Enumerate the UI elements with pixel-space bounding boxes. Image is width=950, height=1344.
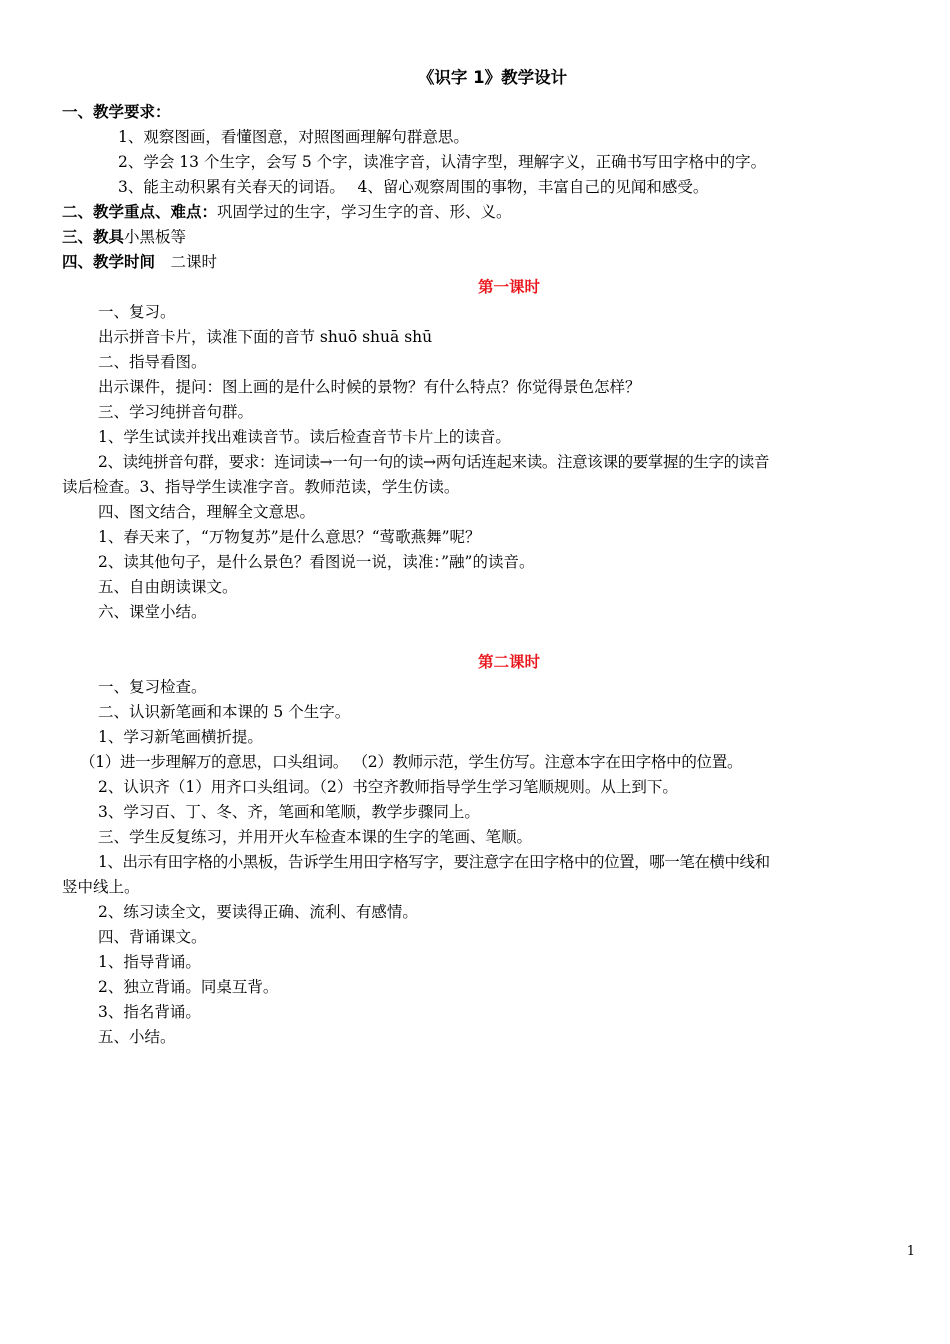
lesson-line: 2、读纯拼音句群，要求：连词读→一句一句的读→两句话连起来读。注意该课的要掌握的生字的读音 — [98, 453, 770, 471]
requirement-item: 3、能主动积累有关春天的词语。 4、留心观察周围的事物，丰富自己的见闻和感受。 — [118, 178, 709, 196]
lesson-line: 一、复习检查。 — [98, 678, 207, 696]
lesson-line: 五、小结。 — [98, 1028, 176, 1046]
lesson-line: 2、独立背诵。同桌互背。 — [98, 978, 279, 996]
lesson-line: 2、读其他句子，是什么景色？看图说一说，读准：”融”的读音。 — [98, 553, 535, 571]
lesson-line: 出示课件，提问：图上画的是什么时候的景物？有什么特点？你觉得景色怎样？ — [98, 378, 641, 396]
lesson-line: （1）进一步理解万的意思，口头组词。 （2）教师示范，学生仿写。注意本字在田字格中的位置。 — [80, 753, 743, 771]
lesson2-heading: 第二课时 — [477, 653, 540, 671]
lesson-line: 1、出示有田字格的小黑板，告诉学生用田字格写字，要注意字在田字格中的位置，哪一笔在横中线和 — [98, 853, 770, 871]
document-title: 《识字 1》教学设计 — [417, 68, 568, 87]
lesson-line: 二、认识新笔画和本课的 5 个生字。 — [98, 703, 351, 721]
section-label: 三、教具 — [62, 228, 125, 246]
lesson-line: 读后检查。3、指导学生读准字音。教师范读，学生仿读。 — [62, 478, 460, 496]
section-key-points — [0, 200, 950, 225]
lesson1-heading: 第一课时 — [477, 278, 540, 296]
page-number: 1 — [906, 1244, 915, 1259]
lesson-line: 3、指名背诵。 — [98, 1003, 201, 1021]
lesson-line: 1、春天来了，“万物复苏”是什么意思？“莺歌燕舞”呢？ — [98, 528, 481, 546]
lesson-line: 三、学习纯拼音句群。 — [98, 403, 254, 421]
lesson-line: 一、复习。 — [98, 303, 176, 321]
section-label: 二、教学重点、难点： — [62, 203, 218, 221]
lesson-line: 竖中线上。 — [62, 878, 140, 896]
lesson-line: 四、图文结合，理解全文意思。 — [98, 503, 316, 521]
lesson-line: 五、自由朗读课文。 — [98, 578, 238, 596]
section-text: 小黑板等 — [124, 228, 187, 246]
section-time — [0, 250, 950, 275]
requirement-item: 1、观察图画，看懂图意，对照图画理解句群意思。 — [118, 128, 469, 146]
lesson-line: 2、练习读全文，要读得正确、流利、有感情。 — [98, 903, 418, 921]
lesson-line: 二、指导看图。 — [98, 353, 207, 371]
lesson-line: 四、背诵课文。 — [98, 928, 207, 946]
section-tools — [0, 225, 950, 250]
lesson-line: 3、学习百、丁、冬、齐，笔画和笔顺，教学步骤同上。 — [98, 803, 480, 821]
lesson-line: 出示拼音卡片，读准下面的音节 shuō shuā shū — [98, 328, 433, 346]
lesson-line: 1、学习新笔画横折提。 — [98, 728, 263, 746]
section-text: 二课时 — [155, 253, 218, 271]
lesson-line: 1、指导背诵。 — [98, 953, 201, 971]
lesson-line: 1、学生试读并找出难读音节。读后检查音节卡片上的读音。 — [98, 428, 511, 446]
document-body — [0, 100, 950, 1050]
section-text: 巩固学过的生字，学习生字的音、形、义。 — [217, 203, 512, 221]
lesson-line: 2、认识齐（1）用齐口头组词。（2）书空齐教师指导学生学习笔顺规则。从上到下。 — [98, 778, 678, 796]
section-label: 四、教学时间 — [62, 253, 156, 271]
lesson-line: 三、学生反复练习，并用开火车检查本课的生字的笔画、笔顺。 — [98, 828, 533, 846]
spacer — [0, 625, 950, 650]
requirement-item: 2、学会 13 个生字，会写 5 个字，读准字音，认清字型，理解字义，正确书写田字格中的字。 — [118, 153, 767, 171]
lesson-line: 六、课堂小结。 — [98, 603, 207, 621]
section-requirements-heading: 一、教学要求： — [62, 103, 171, 121]
